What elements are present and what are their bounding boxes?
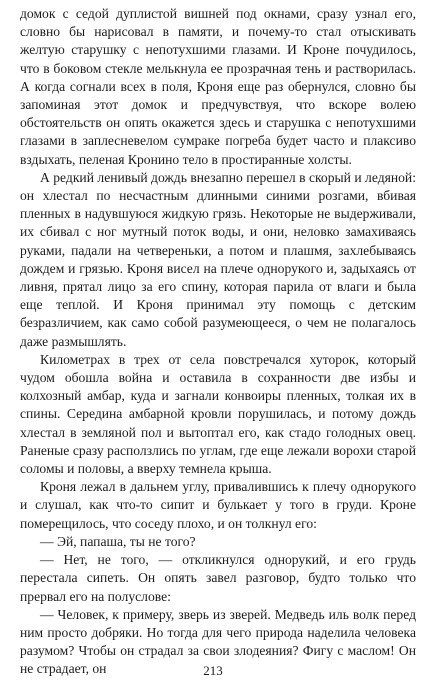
- dialogue-line-3: — Человек, к примеру, зверь из зверей. Медведь иль волк перед ним просто добряки. Но тогда для чего природа наделила человека разумом? Чтобы он страдал за свои злодеяния? Фигу с маслом! Он не страдает, он: [20, 606, 416, 677]
- paragraph-hamlet: Километрах в трех от села повстречался хуторок, который чудом обошла война и оставила в сохранности две избы и колхозный амбар, куда и загнали конвоиры пленных, толкая их в спины. Середина амбарной кровли порушилась, и потому дождь хлестал в земляной пол и вытоптал его, как стадо голодных овец. Раненые сразу расползлись по углам, где еще лежали ворохи старой соломы и половы, а вверху темнела крыша.: [20, 351, 416, 477]
- page-number: 213: [203, 663, 223, 678]
- paragraph-corner: Кроня лежал в дальнем углу, привалившись к плечу однорукого и слушал, как что-то сипит и булькает у того в груди. Кроне померещилось, что соседу плохо, и он толкнул его:: [20, 479, 416, 531]
- paragraph-rain: А редкий ленивый дождь внезапно перешел в скорый и ледяной: он хлестал по несчастным длинными синими розгами, вбивая пленных в надувшуюся жидкую грязь. Некоторые не выдерживали, их сбивал с ног мутный поток воды, и они, неловко замахиваясь руками, падали на четвереньки, а потом и плашмя, захлебываясь дождем и грязью. Кроня висел на плече однорукого и, задыхаясь от ливня, прятал лицо за его спину, которая парила от влаги и была еще теплой. И Кроня принимал эту помощь с детским безразличием, как само собой разумеющееся, о чем не полагалось даже размышлять.: [20, 169, 416, 349]
- dialogue-line-2: — Нет, не того, — откликнулся однорукий, и его грудь перестала сипеть. Он опять завел разговор, будто только что прервал его на полуслове:: [20, 552, 416, 604]
- dialogue-line-1: — Эй, папаша, ты не того?: [40, 533, 196, 549]
- paragraph-continuation: домок с седой дуплистой вишней под окнами, сразу узнал его, словно бы нарисовал в памяти, и почему-то стал отыскивать желтую старушку с непотухшими глазами. И Кроне почудилось, что в боковом стекле мелькнула ее прозрачная тень и растворилась. А когда согнали всех в поля, Кроня еще раз обернулся, словно бы запоминая этот домок и предчувствуя, что вскоре волею обстоятельств он опять окажется здесь и старушка с непотухшими глазами в заплесневелом сумраке погреба будет часто и плаксиво вздыхать, пеленая Кронино тело в простиранные холсты.: [20, 6, 416, 167]
